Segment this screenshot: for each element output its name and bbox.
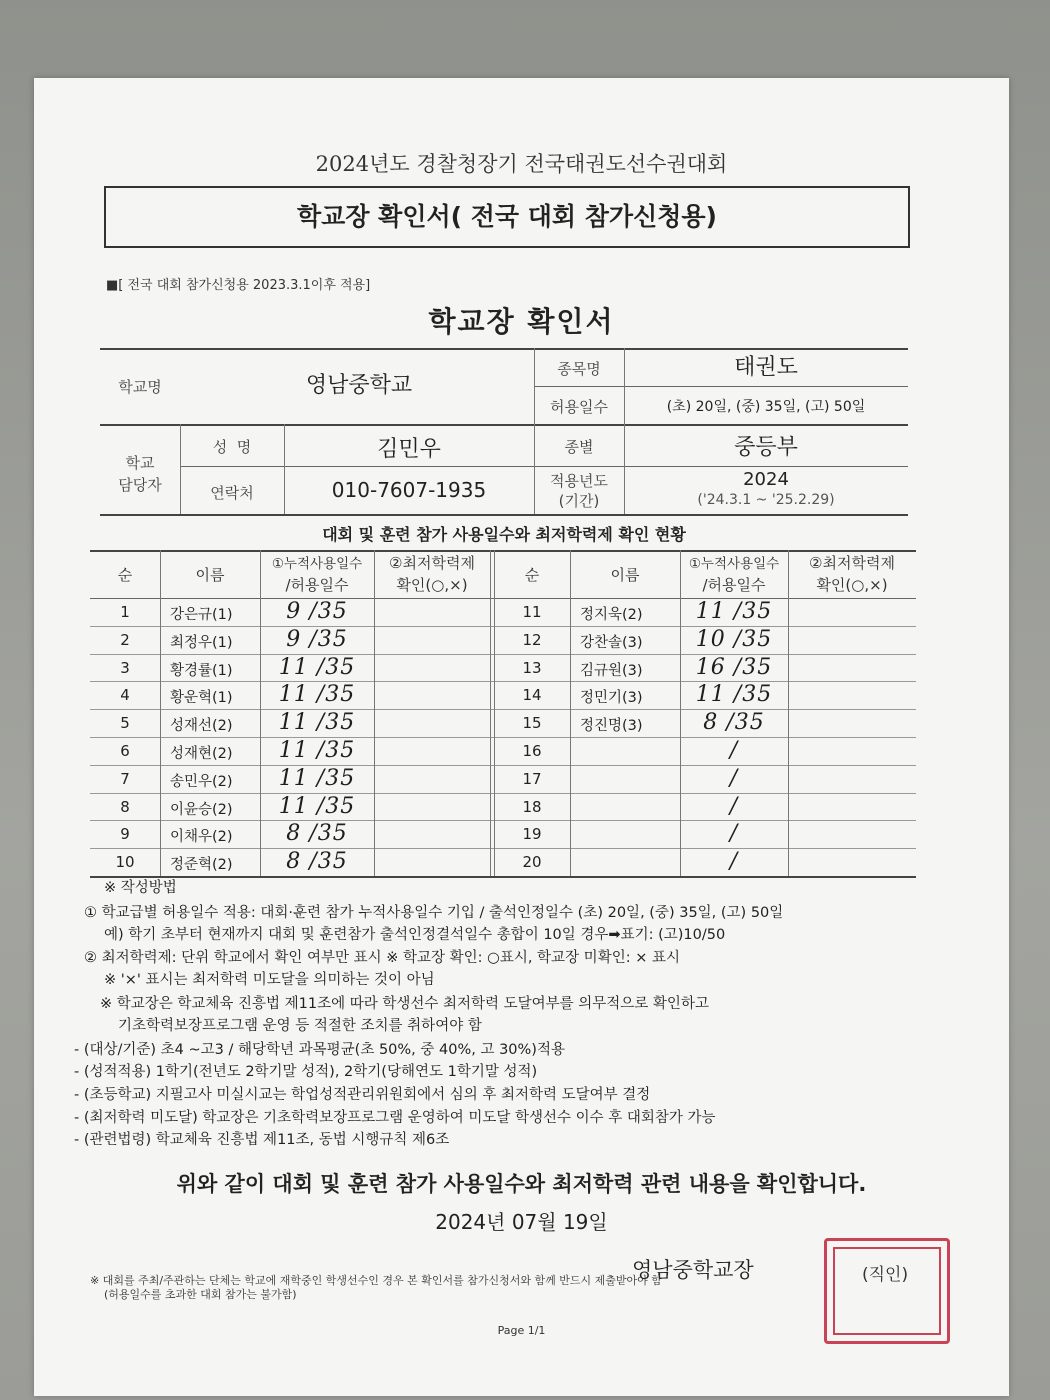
note-line: - (대상/기준) 초4 ~고3 / 해당학년 과목평균(초 50%, 중 40%, 고 30%)적용	[74, 1042, 565, 1058]
row-number: 5	[120, 714, 130, 733]
athlete-name: 정민기(3)	[580, 690, 643, 707]
row-number: 9	[120, 825, 130, 844]
usage-days-handwritten: 8 /35	[703, 710, 765, 736]
document-subtitle: 학교장 확인서	[428, 305, 615, 338]
note-line: - (성적적용) 1학기(전년도 2학기말 성적), 2학기(당해연도 1학기말 성적)	[74, 1064, 538, 1080]
usage-days-handwritten: 11 /35	[278, 654, 356, 680]
note-line: ※ 작성방법	[104, 880, 177, 896]
seal-placeholder-text: (직인)	[862, 1265, 909, 1285]
contact-value: 010-7607-1935	[331, 478, 487, 502]
principal-signature-line: 영남중학교장	[632, 1258, 754, 1282]
year-label-2: (기간)	[558, 492, 600, 510]
header-days-sub: /허용일수	[285, 576, 349, 594]
header-min-academic: ②최저학력제	[809, 554, 895, 572]
usage-days-handwritten: 8 /35	[286, 821, 348, 847]
usage-days-handwritten: 11 /35	[278, 738, 356, 763]
usage-days-handwritten: 10 /35	[695, 626, 773, 652]
table-header-rule	[90, 598, 916, 599]
header-days: ①누적사용일수	[688, 556, 780, 572]
header-no: 순	[524, 566, 540, 584]
confirmation-statement: 위와 같이 대회 및 훈련 참가 사용일수와 최저학력 관련 내용을 확인합니다.	[176, 1172, 867, 1196]
row-number: 19	[522, 825, 542, 844]
table-row-rule	[90, 681, 916, 682]
usage-table-title: 대회 및 훈련 참가 사용일수와 최저학력제 확인 현황	[322, 525, 686, 544]
page-number: Page 1/1	[497, 1324, 546, 1337]
note-line: ② 최저학력제: 단위 학교에서 확인 여부만 표시 ※ 학교장 확인: ○표시, 학교장 미확인: × 표시	[84, 950, 680, 966]
issue-date: 2024년 07월 19일	[435, 1210, 608, 1234]
school-name: 영남중학교	[305, 373, 413, 398]
table-column-rule	[788, 550, 789, 876]
row-number: 6	[120, 742, 130, 760]
row-number: 18	[522, 797, 542, 816]
document-box-title: 학교장 확인서( 전국 대회 참가신청용)	[104, 186, 910, 248]
usage-days-handwritten: /	[729, 738, 739, 763]
manager-label-2: 담당자	[118, 476, 162, 494]
row-number: 17	[522, 769, 542, 788]
usage-days-handwritten: 11 /35	[278, 682, 356, 708]
usage-days-handwritten: /	[729, 765, 739, 791]
footnote-2: (허용일수를 초과한 대회 참가는 불가함)	[104, 1288, 297, 1301]
athlete-name: 황경률(1)	[170, 662, 233, 679]
manager-label-1: 학교	[125, 454, 155, 472]
table-row-rule	[90, 737, 916, 738]
table-row-rule	[90, 709, 916, 710]
row-number: 3	[120, 658, 130, 677]
athlete-name: 최정우(1)	[170, 634, 233, 651]
row-number: 2	[120, 630, 130, 649]
header-min-academic-sub: 확인(○,×)	[396, 576, 468, 594]
year-value: 2024	[743, 469, 789, 490]
table-row-rule	[90, 848, 916, 849]
note-line: 기초학력보장프로그램 운영 등 적절한 조치를 취하여야 함	[118, 1018, 482, 1034]
header-days-sub: /허용일수	[702, 576, 766, 594]
table-row-rule	[90, 820, 916, 821]
usage-days-handwritten: 8 /35	[286, 849, 348, 875]
usage-days-handwritten: 11 /35	[278, 793, 356, 819]
contact-label: 연락처	[210, 484, 254, 502]
event-value: 태권도	[734, 355, 798, 380]
type-label: 종별	[564, 438, 594, 456]
note-line: ① 학교급별 허용일수 적용: 대회·훈련 참가 누적사용일수 기입 / 출석인정일수 (초) 20일, (중) 35일, (고) 50일	[84, 905, 784, 921]
usage-days-handwritten: 9 /35	[286, 599, 348, 624]
note-line: ※ '×' 표시는 최저학력 미도달을 의미하는 것이 아님	[104, 972, 435, 988]
usage-days-handwritten: /	[729, 793, 739, 819]
header-min-academic-sub: 확인(○,×)	[816, 576, 888, 594]
header-name: 이름	[610, 566, 640, 584]
header-no: 순	[117, 566, 133, 584]
athlete-name: 성재현(2)	[170, 746, 233, 762]
usage-days-handwritten: 9 /35	[286, 626, 348, 652]
allowed-days-label: 허용일수	[550, 398, 608, 416]
row-number: 13	[522, 658, 542, 677]
period-value: ('24.3.1 ~ '25.2.29)	[697, 492, 835, 508]
note-line: 예) 학기 초부터 현재까지 대회 및 훈련참가 출석인정결석일수 총합이 10일 경우➡표기: (고)10/50	[104, 927, 726, 943]
table-column-rule	[160, 550, 161, 876]
athlete-name: 정지욱(2)	[580, 607, 643, 623]
athlete-name: 성재선(2)	[170, 718, 233, 735]
table-row-rule	[90, 626, 916, 627]
usage-days-handwritten: /	[729, 849, 739, 875]
athlete-name: 김규원(3)	[580, 662, 643, 679]
event-title: 2024년도 경찰청장기 전국태권도선수권대회	[315, 152, 728, 176]
note-line: ※ 학교장은 학교체육 진흥법 제11조에 따라 학생선수 최저학력 도달여부를 의무적으로 확인하고	[100, 996, 709, 1012]
header-days: ①누적사용일수	[271, 556, 363, 572]
athlete-name: 정준혁(2)	[170, 857, 233, 874]
allowed-days-value: (초) 20일, (중) 35일, (고) 50일	[666, 399, 866, 415]
row-number: 4	[120, 686, 130, 705]
table-row-rule	[90, 793, 916, 794]
athlete-name: 강찬솔(3)	[580, 634, 643, 651]
school-name-label: 학교명	[118, 378, 162, 396]
athlete-name: 황운혁(1)	[170, 690, 233, 707]
table-row-rule	[90, 765, 916, 766]
rule-note: ■[ 전국 대회 참가신청용 2023.3.1이후 적용]	[106, 278, 371, 293]
usage-days-handwritten: 11 /35	[695, 682, 773, 708]
athlete-name: 이윤승(2)	[170, 801, 233, 818]
row-number: 11	[522, 603, 542, 621]
athlete-name: 정진명(3)	[580, 718, 643, 735]
row-number: 14	[522, 686, 542, 705]
row-number: 12	[522, 630, 542, 649]
usage-days-handwritten: /	[729, 821, 739, 847]
table-column-rule	[570, 550, 571, 876]
event-label: 종목명	[557, 360, 601, 378]
usage-days-handwritten: 16 /35	[695, 654, 773, 680]
usage-days-handwritten: 11 /35	[278, 765, 356, 791]
athlete-name: 송민우(2)	[170, 773, 233, 790]
usage-days-handwritten: 11 /35	[695, 599, 773, 624]
row-number: 7	[120, 769, 130, 788]
row-number: 16	[522, 742, 542, 760]
note-line: - (관련법령) 학교체육 진흥법 제11조, 동법 시행규칙 제6조	[74, 1132, 450, 1148]
row-number: 10	[115, 853, 135, 872]
note-line: - (최저학력 미도달) 학교장은 기초학력보장프로그램 운영하여 미도달 학생선수 이수 후 대회참가 가능	[74, 1110, 716, 1126]
table-column-rule	[374, 550, 375, 876]
row-number: 1	[120, 603, 130, 621]
row-number: 20	[522, 853, 542, 872]
manager-name: 김민우	[377, 437, 441, 462]
athlete-name: 강은규(1)	[170, 607, 233, 623]
table-row-rule	[90, 654, 916, 655]
footnote-1: ※ 대회를 주최/주관하는 단체는 학교에 재학중인 학생선수인 경우 본 확인서를 참가신청서와 함께 반드시 제출받아야 함	[90, 1274, 662, 1287]
document-paper	[34, 78, 1009, 1396]
year-label-1: 적용년도	[550, 472, 608, 490]
note-line: - (초등학교) 지필고사 미실시교는 학업성적관리위원회에서 심의 후 최저학력 도달여부 결정	[74, 1087, 651, 1103]
table-center-rule	[490, 550, 491, 876]
usage-days-handwritten: 11 /35	[278, 710, 356, 736]
type-value: 중등부	[734, 435, 798, 460]
manager-name-label: 성 명	[212, 438, 252, 456]
header-name: 이름	[195, 566, 225, 584]
header-min-academic: ②최저학력제	[389, 554, 475, 572]
row-number: 15	[522, 714, 542, 733]
athlete-name: 이채우(2)	[170, 829, 233, 846]
table-bottom-rule	[90, 876, 916, 878]
row-number: 8	[120, 797, 130, 816]
